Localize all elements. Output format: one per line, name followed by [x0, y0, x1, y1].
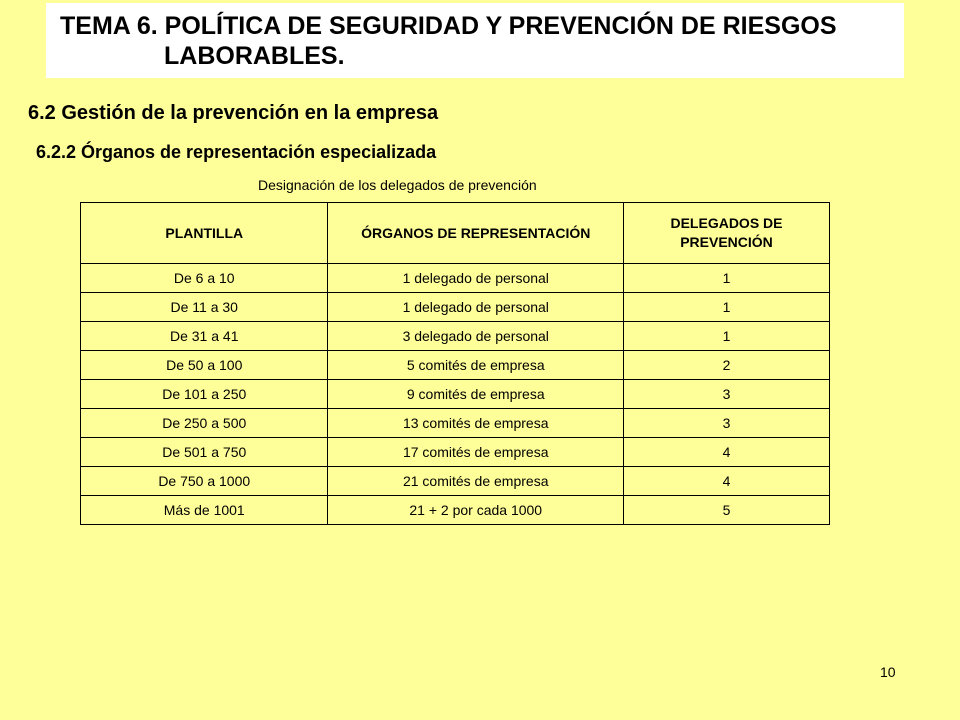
table-row: [81, 264, 830, 293]
table-row: [81, 293, 830, 322]
table-header-row: [81, 203, 830, 264]
cell-delegados: 1: [624, 264, 830, 293]
cell-delegados: 3: [624, 380, 830, 409]
cell-organos: 17 comités de empresa: [328, 438, 624, 467]
cell-plantilla: Más de 1001: [81, 496, 328, 525]
cell-plantilla: De 31 a 41: [81, 322, 328, 351]
cell-organos: 5 comités de empresa: [328, 351, 624, 380]
table-caption: Designación de los delegados de prevención: [258, 177, 537, 193]
cell-delegados: 4: [624, 438, 830, 467]
section-heading: 6.2 Gestión de la prevención en la empresa: [28, 102, 439, 124]
cell-organos: 21 comités de empresa: [328, 467, 624, 496]
cell-plantilla: De 50 a 100: [81, 351, 328, 380]
table-row: [81, 322, 830, 351]
table-row: [81, 496, 830, 525]
header-delegados: DELEGADOS DE PREVENCIÓN: [624, 203, 830, 264]
cell-organos: 3 delegado de personal: [328, 322, 624, 351]
cell-delegados: 2: [624, 351, 830, 380]
cell-organos: 1 delegado de personal: [328, 293, 624, 322]
table-row: [81, 351, 830, 380]
table-row: [81, 438, 830, 467]
slide-title-line-1: TEMA 6. POLÍTICA DE SEGURIDAD Y PREVENCIÓN DE RIESGOS: [60, 12, 837, 40]
cell-delegados: 3: [624, 409, 830, 438]
cell-plantilla: De 250 a 500: [81, 409, 328, 438]
cell-delegados: 4: [624, 467, 830, 496]
cell-plantilla: De 750 a 1000: [81, 467, 328, 496]
cell-organos: 1 delegado de personal: [328, 264, 624, 293]
table-row: [81, 409, 830, 438]
cell-plantilla: De 101 a 250: [81, 380, 328, 409]
cell-delegados: 1: [624, 293, 830, 322]
slide-title-line-2: LABORABLES.: [164, 42, 345, 70]
cell-delegados: 1: [624, 322, 830, 351]
header-plantilla: PLANTILLA: [81, 203, 328, 264]
table-row: [81, 467, 830, 496]
cell-plantilla: De 501 a 750: [81, 438, 328, 467]
cell-organos: 9 comités de empresa: [328, 380, 624, 409]
title-box: [46, 3, 904, 78]
cell-delegados: 5: [624, 496, 830, 525]
cell-organos: 21 + 2 por cada 1000: [328, 496, 624, 525]
cell-organos: 13 comités de empresa: [328, 409, 624, 438]
header-organos: ÓRGANOS DE REPRESENTACIÓN: [328, 203, 624, 264]
cell-plantilla: De 11 a 30: [81, 293, 328, 322]
table-row: [81, 380, 830, 409]
page-number: 10: [880, 664, 896, 680]
subsection-heading: 6.2.2 Órganos de representación especializada: [36, 142, 437, 162]
cell-plantilla: De 6 a 10: [81, 264, 328, 293]
delegates-table: [80, 202, 830, 525]
